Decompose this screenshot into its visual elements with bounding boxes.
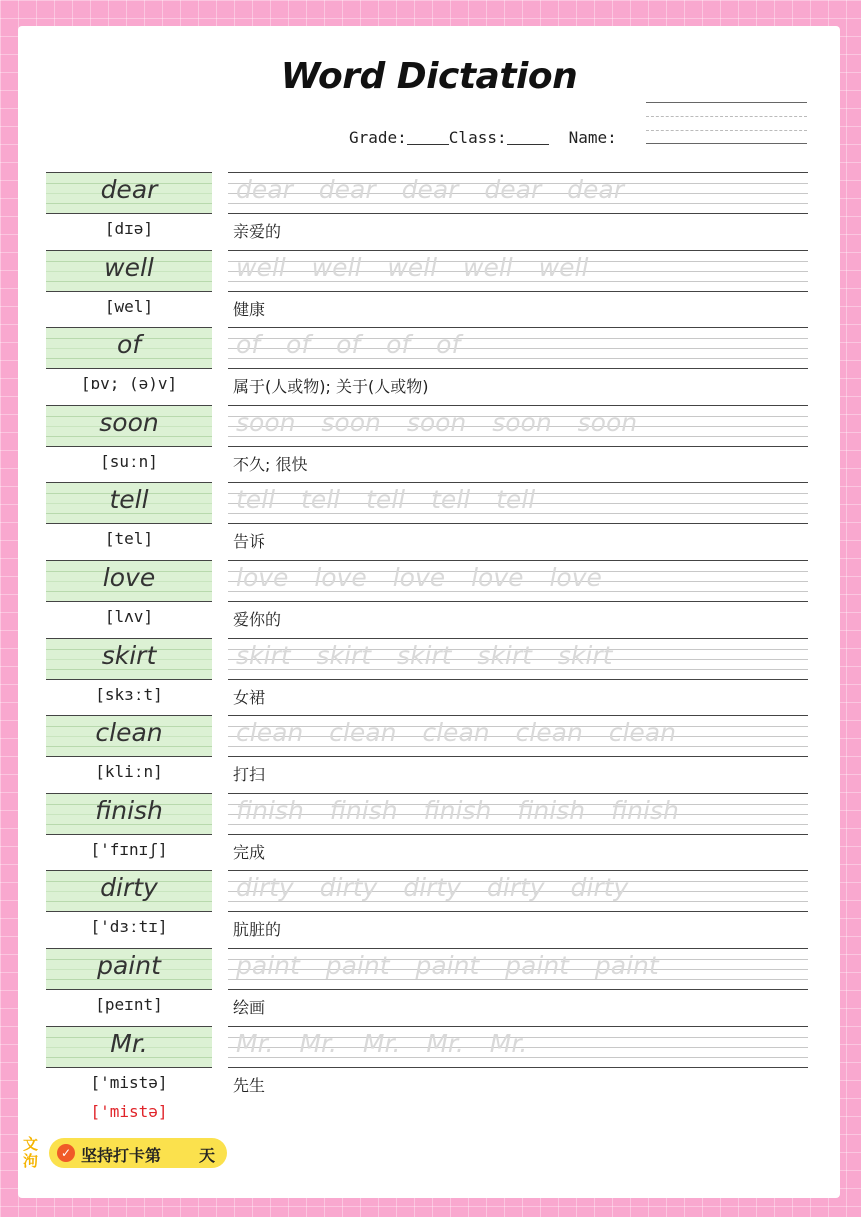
checkin-badge (3, 1134, 243, 1174)
word-text: love (102, 563, 156, 592)
meaning-text: 女裙 (233, 688, 266, 707)
meaning-text: 属于(人或物); 关于(人或物) (233, 377, 429, 396)
word-text: dear (100, 175, 158, 204)
trace-text: clean clean clean clean clean (236, 718, 676, 747)
word-text: well (104, 253, 154, 282)
word-box (46, 327, 212, 369)
trace-practice-line[interactable] (228, 948, 808, 990)
trace-practice-line[interactable] (228, 638, 808, 680)
trace-text: tell tell tell tell tell (236, 485, 536, 514)
trace-text: finish finish finish finish finish (236, 796, 679, 825)
extra-phonetic: ['mistə] (90, 1102, 168, 1121)
checkin-pill (49, 1138, 227, 1168)
word-box (46, 482, 212, 524)
word-text: clean (95, 718, 163, 747)
trace-text: skirt skirt skirt skirt skirt (236, 641, 613, 670)
name-writing-lines (646, 102, 807, 144)
student-info-line (349, 128, 617, 147)
phonetic-text: [suːn] (100, 452, 158, 471)
meaning-text: 肮脏的 (233, 920, 282, 939)
word-box (46, 715, 212, 757)
phonetic-text: ['dɜːtɪ] (90, 917, 168, 936)
meaning-text: 打扫 (233, 765, 266, 784)
word-box (46, 793, 212, 835)
meaning-text: 完成 (233, 843, 266, 862)
check-icon: ✓ (57, 1144, 75, 1162)
word-text: soon (99, 408, 159, 437)
word-text: skirt (101, 641, 157, 670)
meaning-text: 告诉 (233, 532, 266, 551)
trace-text: of of of of of (236, 330, 461, 359)
phonetic-text: ['fɪnɪʃ] (90, 840, 168, 859)
trace-text: soon soon soon soon soon (236, 408, 638, 437)
word-box (46, 560, 212, 602)
phonetic-text: [lʌv] (104, 607, 154, 626)
trace-practice-line[interactable] (228, 327, 808, 369)
word-box (46, 172, 212, 214)
trace-practice-line[interactable] (228, 793, 808, 835)
checkin-text: 坚持打卡第 (81, 1146, 162, 1165)
word-box (46, 870, 212, 912)
phonetic-text: [ɒv; (ə)v] (80, 374, 178, 393)
phonetic-text: [tel] (104, 529, 154, 548)
phonetic-text: [peɪnt] (95, 995, 163, 1014)
meaning-text: 健康 (233, 300, 266, 319)
meaning-text: 先生 (233, 1076, 266, 1095)
word-text: Mr. (110, 1029, 148, 1058)
grade-blank[interactable] (407, 129, 449, 145)
word-box (46, 638, 212, 680)
meaning-text: 绘画 (233, 998, 266, 1017)
class-label: Class: (448, 128, 507, 147)
word-text: tell (109, 485, 149, 514)
grade-label: Grade: (349, 128, 407, 147)
trace-text: dear dear dear dear dear (236, 175, 625, 204)
word-box (46, 250, 212, 292)
word-text: of (116, 330, 142, 359)
checkin-day-label: 天 (199, 1146, 216, 1165)
word-box (46, 405, 212, 447)
phonetic-text: [skɜːt] (95, 685, 163, 704)
trace-practice-line[interactable] (228, 172, 808, 214)
name-label: Name: (568, 128, 617, 147)
trace-text: well well well well well (236, 253, 589, 282)
page-title: Word Dictation (280, 56, 578, 97)
trace-practice-line[interactable] (228, 715, 808, 757)
word-box (46, 948, 212, 990)
class-blank[interactable] (507, 129, 549, 145)
trace-text: love love love love love (236, 563, 602, 592)
trace-practice-line[interactable] (228, 405, 808, 447)
word-text: dirty (100, 873, 158, 902)
trace-practice-line[interactable] (228, 560, 808, 602)
word-box (46, 1026, 212, 1068)
meaning-text: 爱你的 (233, 610, 282, 629)
trace-text: Mr. Mr. Mr. Mr. Mr. (236, 1029, 528, 1058)
trace-practice-line[interactable] (228, 482, 808, 524)
brand-logo (3, 1134, 49, 1174)
phonetic-text: ['mistə] (90, 1073, 168, 1092)
trace-practice-line[interactable] (228, 870, 808, 912)
phonetic-text: [kliːn] (95, 762, 163, 781)
brand-logo-text: 文泃 (23, 1135, 39, 1170)
phonetic-text: [dɪə] (104, 219, 154, 238)
meaning-text: 不久; 很快 (233, 455, 308, 474)
phonetic-text: [wel] (104, 297, 154, 316)
trace-text: paint paint paint paint paint (236, 951, 659, 980)
worksheet-page (18, 26, 840, 1198)
trace-text: dirty dirty dirty dirty dirty (236, 873, 629, 902)
meaning-text: 亲爱的 (233, 222, 282, 241)
trace-practice-line[interactable] (228, 1026, 808, 1068)
trace-practice-line[interactable] (228, 250, 808, 292)
word-text: finish (95, 796, 163, 825)
word-text: paint (97, 951, 161, 980)
